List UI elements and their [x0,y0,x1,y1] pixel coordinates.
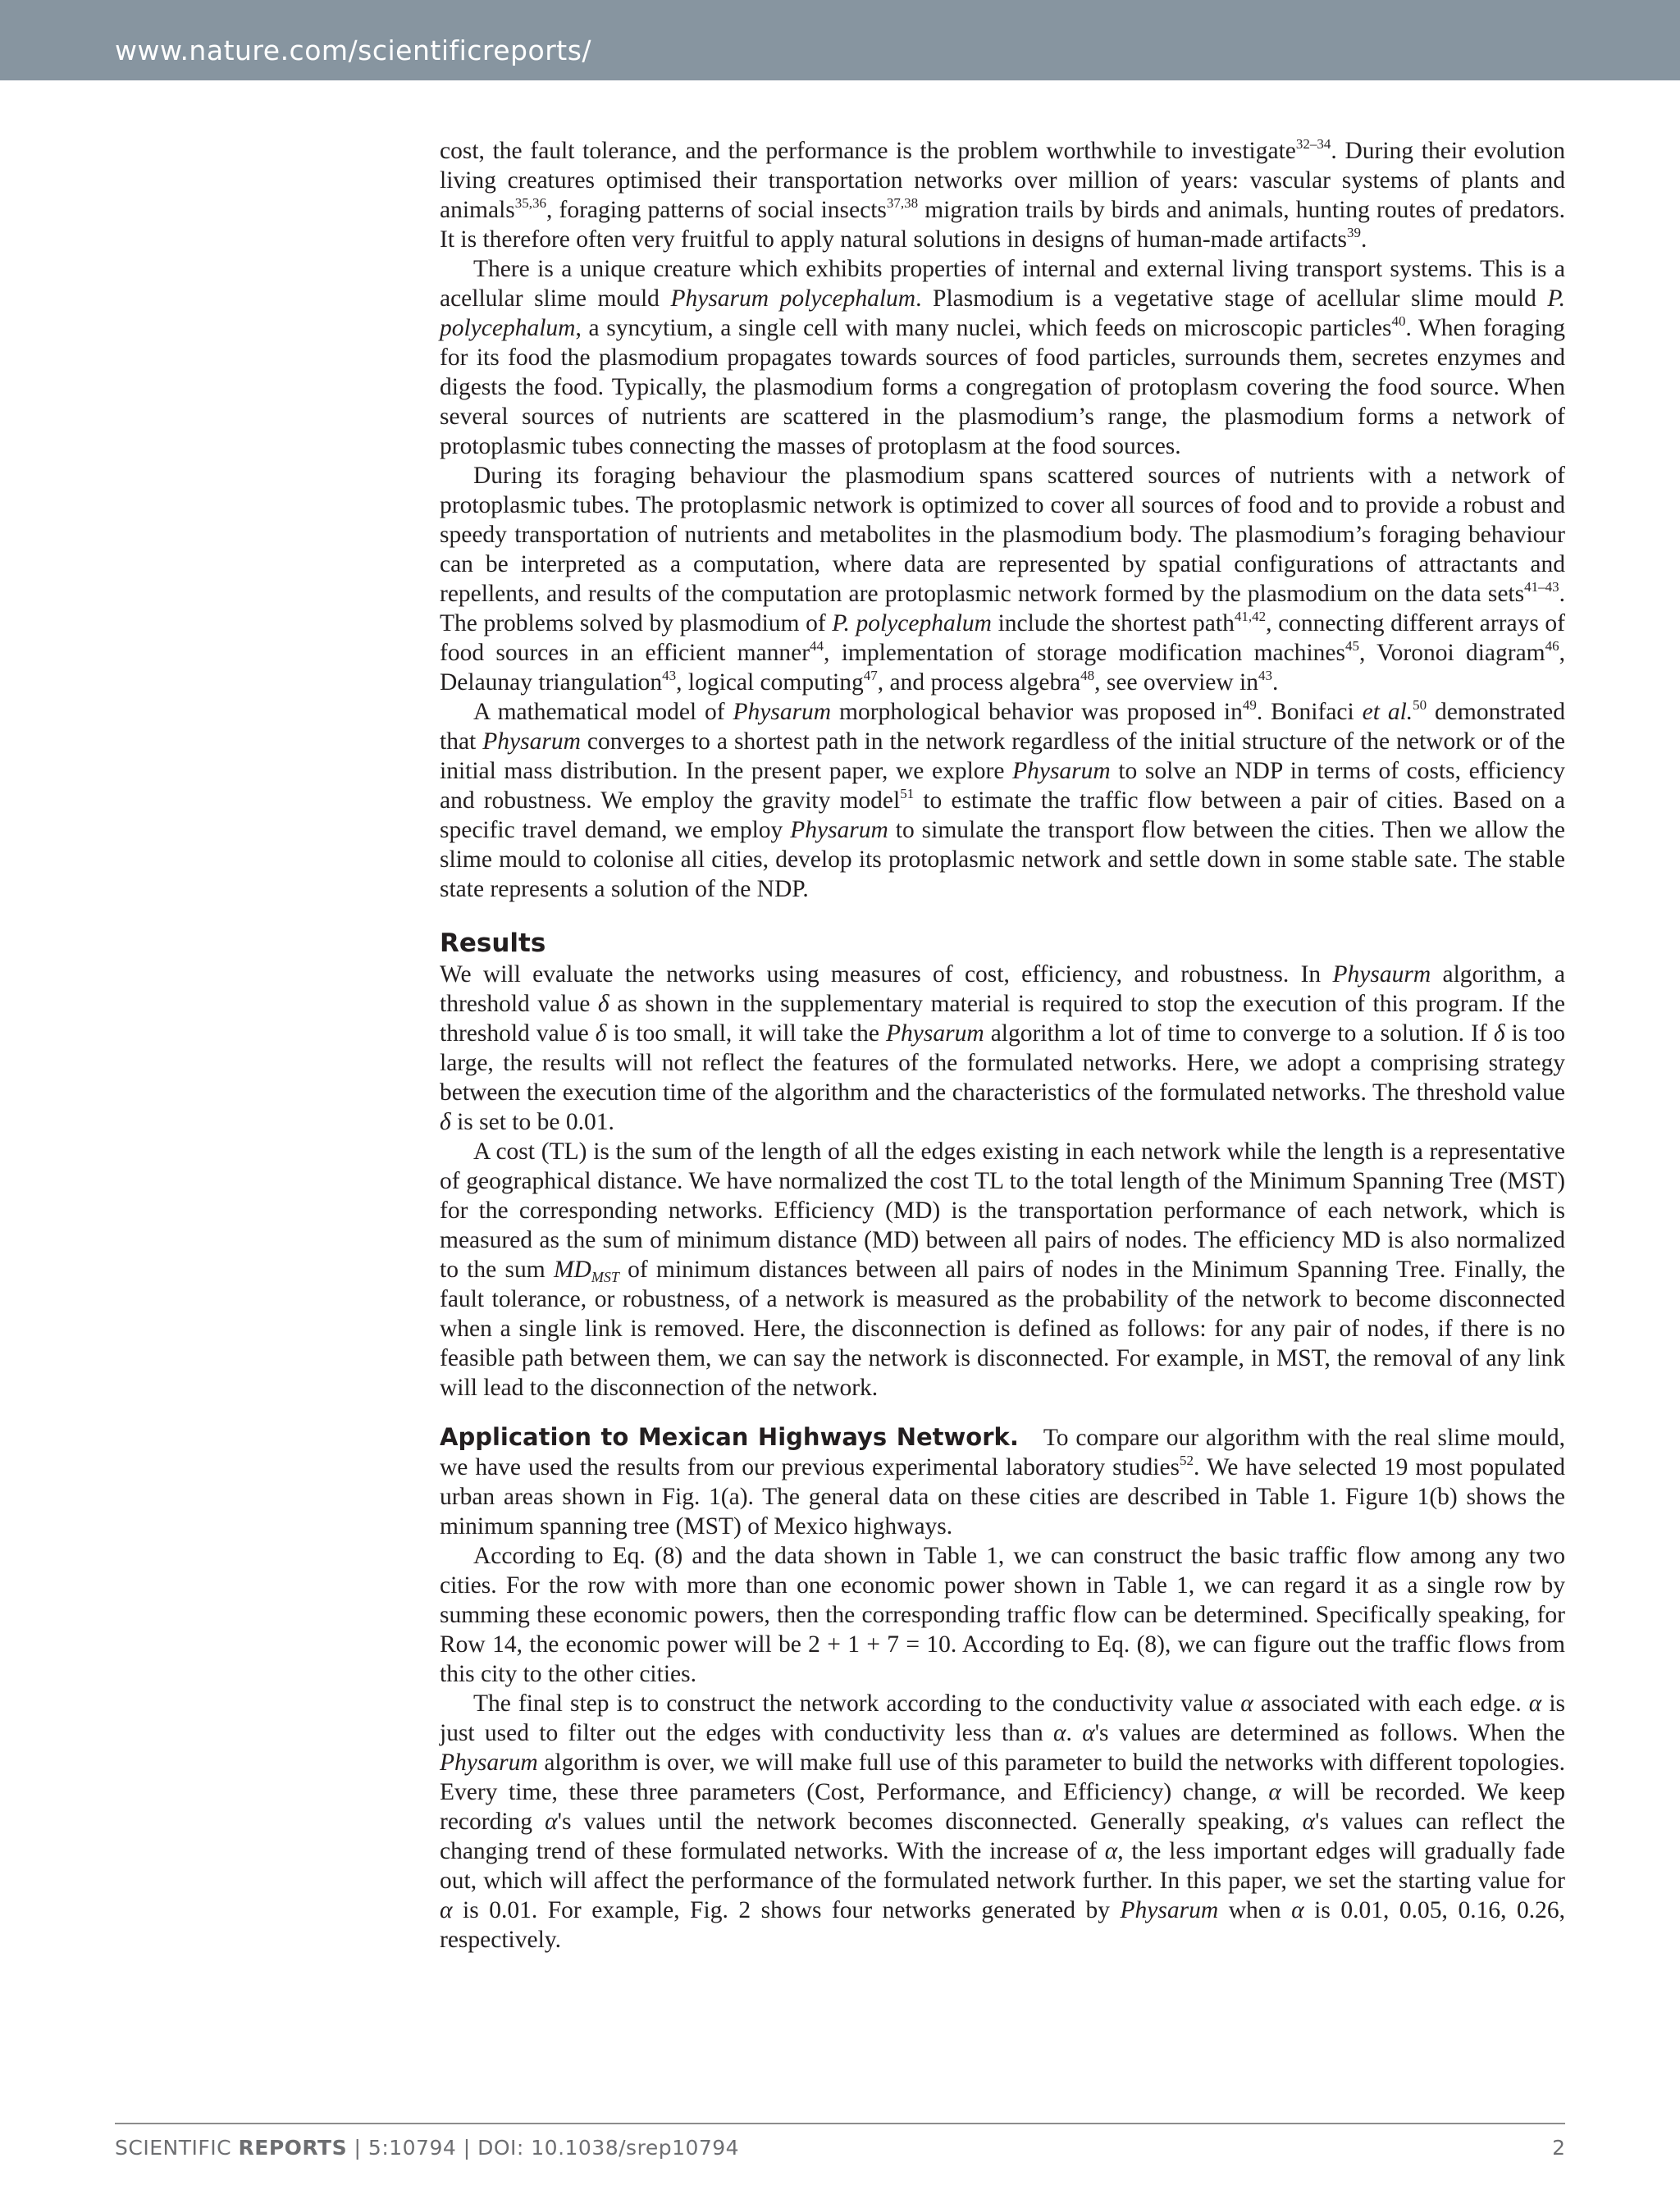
citation[interactable]: 39 [1346,225,1361,240]
paragraph-alpha: The final step is to construct the network according to the conductivity value α associated with each edge. α is just used to filter out the edges with conductivity less than α. α's values are determined as follows. When the Physarum algorithm is over, we will make full use of this parameter to build the networks with different topologies. Every time, these three parameters (Cost, Performance, and Efficiency) change, α will be recorded. We keep recording α's values until the network becomes disconnected. Generally speaking, α's values can reflect the changing trend of these formulated networks. With the increase of α, the less important edges will gradually fade out, which will affect the performance of the formulated network further. In this paper, we set the starting value for α is 0.01. For example, Fig. 2 shows four networks generated by Physarum when α is 0.01, 0.05, 0.16, 0.26, respectively. [440,1690,1565,1953]
citation[interactable]: 48 [1080,668,1095,683]
citation[interactable]: 45 [1345,638,1359,654]
paragraph-intro-continued: cost, the fault tolerance, and the performance is the problem worthwhile to investigate$^{32-34}$. During their evolution living creatures optimised their transportation networks over million of years: vascular systems of plants and animals$^{35,36}$, foraging patterns of social insects$^{37,38}$ migration trails by birds and animals, hunting routes of predators. It is therefore often very fruitful to apply natural solutions in designs of human-made artifacts$^{39}$. [440,136,1565,253]
citation[interactable]: 32–34 [1295,136,1331,152]
citation[interactable]: 50 [1413,697,1427,713]
paragraph-mexican-highways: Application to Mexican Highways Network. To compare our algorithm with the real slime mould, we have used the results from our previous experimental laboratory studies$^{52}$. We have selected 19 most populated urban areas shown in Fig. 1(a). The general data on these cities are described in Table 1. Figure 1(b) shows the minimum spanning tree (MST) of Mexico highways. [440,1423,1565,1540]
footer-citation: SCIENTIFIC REPORTS | 5:10794 | DOI: 10.1038/srep10794 [115,2136,740,2160]
citation[interactable]: 40 [1391,313,1406,329]
paragraph-foraging: During its foraging behaviour the plasmodium spans scattered sources of nutrients with a network of protoplasmic tubes. The protoplasmic network is optimized to cover all sources of food and to provide a robust and speedy transportation of nutrients and metabolites in the plasmodium body. The plasmodium’s foraging behaviour can be interpreted as a computation, where data are represented by spatial configurations of attractants and repellents, and results of the computation are protoplasmic network formed by the plasmodium on the data sets$^{41-43}$. The problems solved by plasmodium of P. polycephalum include the shortest path$^{41,42}$, connecting different arrays of food sources in an efficient manner$^{44}$, implementation of storage modification machines$^{45}$, Voronoi diagram$^{46}$, Delaunay triangulation$^{43}$, logical computing$^{47}$, and process algebra$^{48}$, see overview $in^{43}$. [440,463,1565,696]
citation[interactable]: 49 [1242,697,1257,713]
citation[interactable]: 43 [662,668,677,683]
section-heading-results: Results [440,928,546,958]
subsection-heading: Application to Mexican Highways Network. [440,1423,1019,1451]
citation[interactable]: 37,38 [886,195,919,211]
citation[interactable]: 43 [1258,668,1272,683]
paragraph-model: A mathematical model of Physarum morphological behavior was proposed $in^{49}$. Bonifaci et al.$^{50}$ demonstrated that Physarum converges to a shortest path in the network regardless of the initial structure of the network or of the initial mass distribution. In the present paper, we explore Physarum to solve an NDP in terms of costs, efficiency and robustness. We employ the gravity model$^{51}$ to estimate the traffic flow between a pair of cities. Based on a specific travel demand, we employ Physarum to simulate the transport flow between the cities. Then we allow the slime mould to colonise all cities, develop its protoplasmic network and settle down in some stable sate. The stable state represents a solution of the NDP. [440,697,1566,902]
citation[interactable]: 51 [900,786,915,801]
site-url[interactable]: www.nature.com/scientificreports/ [115,34,592,66]
citation[interactable]: 41–43 [1524,579,1559,595]
paragraph-threshold: We will evaluate the networks using measures of cost, efficiency, and robustness. In Physaurm algorithm, a threshold value δ as shown in the supplementary material is required to stop the execution of this program. If the threshold value δ is too small, it will take the Physarum algorithm a lot of time to converge to a solution. If δ is too large, the results will not reflect the features of the formulated networks. Here, we adopt a comprising strategy between the execution time of the algorithm and the characteristics of the formulated networks. The threshold value δ is set to be 0.01. [440,961,1566,1135]
citation[interactable]: 35,36 [514,195,547,211]
citation[interactable]: 47 [863,668,878,683]
paragraph-cost-efficiency: A cost (TL) is the sum of the length of all the edges existing in each network while the length is a representative of geographical distance. We have normalized the cost TL to the total length of the Minimum Spanning Tree (MST) for the corresponding networks. Efficiency (MD) is the transportation performance of each network, which is measured as the sum of minimum distance (MD) between all pairs of nodes. The efficiency MD is also normalized to the sum $MD_{MST}$ of minimum distances between all pairs of nodes in the Minimum Spanning Tree. Finally, the fault tolerance, or robustness, of a network is measured as the probability of the network to become disconnected when a single link is removed. Here, the disconnection is defined as follows: for any pair of nodes, if there is no feasible path between them, we can say the network is disconnected. For example, in MST, the removal of any link will lead to the disconnection of the network. [440,1138,1565,1401]
header-bar [0,0,1680,80]
paragraph-traffic-flow: According to Eq. (8) and the data shown in Table 1, we can construct the basic traffic flow among any two cities. For the row with more than one economic power shown in Table 1, we can regard it as a single row by summing these economic powers, then the corresponding traffic flow can be determined. Specifically speaking, for Row 14, the economic power will be 2 + 1 + 7 = 10. According to Eq. (8), we can figure out the traffic flows from this city to the other cities. [440,1543,1565,1687]
citation[interactable]: 46 [1545,638,1559,654]
page-number: 2 [1552,2136,1565,2160]
citation[interactable]: 52 [1180,1453,1194,1468]
footer-divider [115,2123,1565,2124]
citation[interactable]: 41,42 [1234,609,1267,624]
citation[interactable]: 44 [810,638,824,654]
paragraph-physarum-intro: There is a unique creature which exhibits properties of internal and external living transport systems. This is a acellular slime mould Physarum polycephalum. Plasmodium is a vegetative stage of acellular slime mould P. polycephalum, a syncytium, a single cell with many nuclei, which feeds on microscopic particles$^{40}$. When foraging for its food the plasmodium propagates towards sources of food particles, surrounds them, secretes enzymes and digests the food. Typically, the plasmodium forms a congregation of protoplasm covering the food source. When several sources of nutrients are scattered in the plasmodium’s range, the plasmodium forms a network of protoplasmic tubes connecting the masses of protoplasm at the food sources. [440,256,1566,459]
article-body [440,136,1565,1955]
